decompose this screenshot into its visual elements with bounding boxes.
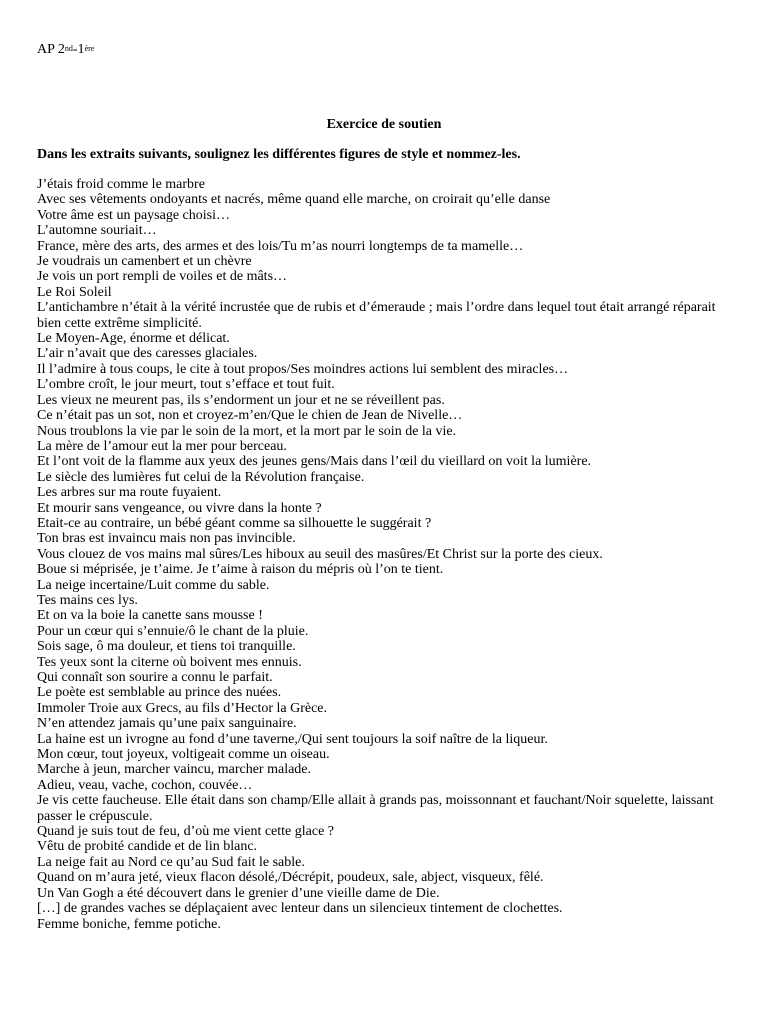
extract-line: Qui connaît son sourire a connu le parfait. <box>37 670 273 685</box>
extract-line: Avec ses vêtements ondoyants et nacrés, même quand elle marche, on croirait qu’elle danse <box>37 192 551 208</box>
extract-line: La neige fait au Nord ce qu’au Sud fait le sable. <box>37 854 305 870</box>
extract-line: Mon cœur, tout joyeux, voltigeait comme un oiseau. <box>37 747 330 763</box>
extract-line: Quand je suis tout de feu, d’où me vient cette glace ? <box>37 824 335 840</box>
extract-line: L’ombre croît, le jour meurt, tout s’efface et tout fuit. <box>37 377 335 393</box>
extract-line: Le Moyen-Age, énorme et délicat. <box>37 331 230 347</box>
extract-line: Je voudrais un camenbert et un chèvre <box>37 254 252 270</box>
extract-line: Il l’admire à tous coups, le cite à tout propos/Ses moindres actions lui semblent des miracles… <box>37 361 569 377</box>
extract-line: Le Roi Soleil <box>37 284 112 300</box>
extract-line: Je vis cette faucheuse. Elle était dans son champ/Elle allait à grands pas, moissonnant et fauchant/Noir squelette, laissant passer le crépuscule. <box>37 793 714 824</box>
extract-line: Vêtu de probité candide et de lin blanc. <box>37 839 258 855</box>
extract-line: Ton bras est invaincu mais non pas invincible. <box>37 531 296 547</box>
extract-line: Les vieux ne meurent pas, ils s’endorment un jour et ne se réveillent pas. <box>37 392 445 408</box>
extract-line: Le poète est semblable au prince des nuées. <box>37 685 282 701</box>
course-superscript-nd: nd <box>64 44 73 53</box>
extract-line: Votre âme est un paysage choisi… <box>37 207 230 223</box>
extract-line: L’air n’avait que des caresses glaciales. <box>37 346 258 362</box>
extract-line: Les arbres sur ma route fuyaient. <box>37 485 222 501</box>
extract-line: La haine est un ivrogne au fond d’une taverne,/Qui sent toujours la soif naître de la liqueur. <box>37 731 548 747</box>
extract-line: Boue si méprisée, je t’aime. Je t’aime à raison du mépris où l’on te tient. <box>37 562 444 578</box>
exercise-title: Exercice de soutien <box>326 117 442 132</box>
extract-line: Sois sage, ô ma douleur, et tiens toi tranquille. <box>37 639 296 655</box>
extract-line: […] de grandes vaches se déplaçaient avec lenteur dans un silencieux tintement de clochettes. <box>37 901 563 917</box>
extract-line: Adieu, veau, vache, cochon, couvée… <box>37 777 253 793</box>
extract-line: France, mère des arts, des armes et des lois/Tu m’as nourri longtemps de ta mamelle… <box>37 238 524 254</box>
extract-line: Je vois un port rempli de voiles et de mâts… <box>37 269 288 285</box>
course-superscript-ere: ère <box>84 44 95 53</box>
extract-line: Et on va la boie la canette sans mousse ! <box>37 608 263 624</box>
extract-line: N’en attendez jamais qu’une paix sanguinaire. <box>37 716 297 732</box>
course-prefix: AP 2 <box>37 42 65 57</box>
extract-line: Pour un cœur qui s’ennuie/ô le chant de la pluie. <box>37 623 309 639</box>
extract-line: Et mourir sans vengeance, ou vivre dans la honte ? <box>37 500 322 516</box>
extract-line: L’automne souriait… <box>37 223 157 239</box>
exercise-instruction: Dans les extraits suivants, soulignez les différentes figures de style et nommez-les. <box>37 147 521 162</box>
extract-line: Tes yeux sont la citerne où boivent mes ennuis. <box>37 654 302 670</box>
extract-line: Marche à jeun, marcher vaincu, marcher malade. <box>37 762 312 778</box>
extract-line: Tes mains ces lys. <box>37 592 138 608</box>
extract-line: Immoler Troie aux Grecs, au fils d’Hector la Grèce. <box>37 700 328 716</box>
extract-line: La mère de l’amour eut la mer pour berceau. <box>37 438 287 454</box>
extracts-list <box>37 177 733 932</box>
extract-line: Ce n’était pas un sot, non et croyez-m’en/Que le chien de Jean de Nivelle… <box>37 408 463 424</box>
extract-line: Le siècle des lumières fut celui de la Révolution française. <box>37 469 365 485</box>
course-header <box>37 42 94 58</box>
extract-line: Quand on m’aura jeté, vieux flacon désolé,/Décrépit, poudeux, sale, abject, visqueux, fêlé. <box>37 870 544 886</box>
course-separator: -1 <box>72 42 85 57</box>
extract-line: Nous troublons la vie par le soin de la mort, et la mort par le soin de la vie. <box>37 423 457 439</box>
extract-line: La neige incertaine/Luit comme du sable. <box>37 577 270 593</box>
extract-line: Un Van Gogh a été découvert dans le grenier d’une vieille dame de Die. <box>37 885 440 901</box>
extract-line: Etait-ce au contraire, un bébé géant comme sa silhouette le suggérait ? <box>37 515 432 531</box>
extract-line: Vous clouez de vos mains mal sûres/Les hiboux au seuil des masûres/Et Christ sur la porte des cieux. <box>37 546 603 562</box>
extract-line: J’étais froid comme le marbre <box>37 177 205 192</box>
extract-line: Femme boniche, femme potiche. <box>37 916 221 932</box>
extract-line: L’antichambre n’était à la vérité incrustée que de rubis et d’émeraude ; mais l’ordre dans lequel tout était arrangé réparait bien cette extrême simplicité. <box>37 300 716 331</box>
extract-line: Et l’ont voit de la flamme aux yeux des jeunes gens/Mais dans l’œil du vieillard on voit la lumière. <box>37 454 592 470</box>
